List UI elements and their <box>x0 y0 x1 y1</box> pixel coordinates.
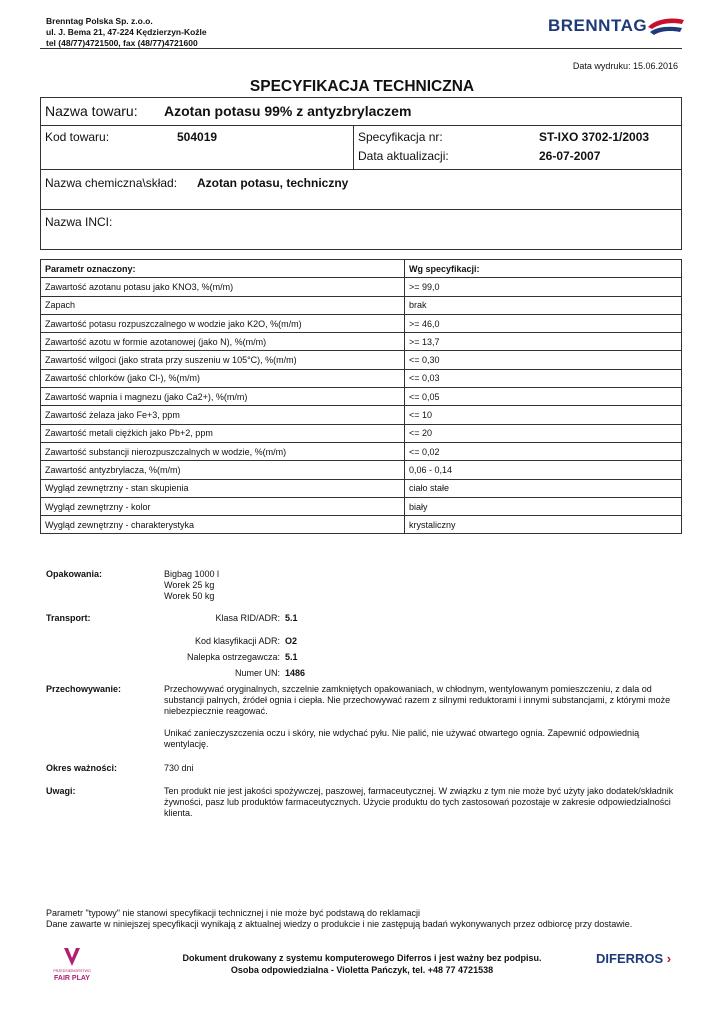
company-contact: tel (48/77)4721500, fax (48/77)4721600 <box>46 38 198 48</box>
product-name-value: Azotan potasu 99% z antyzbrylaczem <box>164 103 412 119</box>
footer-note-2: Dane zawarte w niniejszej specyfikacji wynikają z aktualnej wiedzy o produkcie i nie zastępują badań wykonywanych przez odbiorcę przy dostawie. <box>46 919 633 929</box>
spec-cell: ciało stałe <box>405 479 682 497</box>
table-row <box>41 424 682 442</box>
product-name-box <box>40 97 682 126</box>
warning-label-value: 5.1 <box>285 652 298 662</box>
table-row <box>41 369 682 387</box>
brenntag-logo <box>548 14 682 40</box>
packaging-item: Worek 25 kg <box>164 580 215 590</box>
chemical-name-box <box>40 169 682 210</box>
param-cell: Wygląd zewnętrzny - stan skupienia <box>41 479 405 497</box>
param-cell: Zawartość substancji nierozpuszczalnych w wodzie, %(m/m) <box>41 442 405 460</box>
fair-play-caption: PRZEDSIĘBIORSTWO <box>53 969 91 973</box>
parameters-table <box>40 259 682 534</box>
brenntag-logo-text: BRENNTAG <box>548 16 648 35</box>
param-cell: Zawartość żelaza jako Fe+3, ppm <box>41 406 405 424</box>
page-title: SPECYFIKACJA TECHNICZNA <box>249 78 475 95</box>
validity-value: 730 dni <box>164 763 194 773</box>
remarks-text: Ten produkt nie jest jakości spożywczej, paszowej, farmaceutycznej. W związku z tym nie może być użyty jako dodatek/składnik żywności, pasz lub produktów farmaceutycznych. Użycie produktu do tych zastosowań pozostaje w zakresie odpowiedzialności klienta. <box>164 786 674 818</box>
spec-cell: 0,06 - 0,14 <box>405 461 682 479</box>
table-row <box>41 442 682 460</box>
spec-cell: <= 20 <box>405 424 682 442</box>
footer-note-1: Parametr "typowy" nie stanowi specyfikacji technicznej i nie może być podstawą do reklamacji <box>46 908 421 918</box>
un-number-label: Numer UN: <box>234 668 280 678</box>
packaging-item: Worek 50 kg <box>164 591 215 601</box>
param-cell: Zawartość wapnia i magnezu (jako Ca2+), %(m/m) <box>41 388 405 406</box>
table-row <box>41 314 682 332</box>
table-row <box>41 278 682 296</box>
brenntag-swoosh-icon <box>646 16 686 38</box>
param-cell: Zawartość wilgoci (jako strata przy suszeniu w 105°C), %(m/m) <box>41 351 405 369</box>
company-name: Brenntag Polska Sp. z.o.o. <box>46 16 153 26</box>
param-cell: Zawartość azotanu potasu jako KNO3, %(m/m) <box>41 278 405 296</box>
spec-cell: <= 0,03 <box>405 369 682 387</box>
header-rule <box>40 48 682 49</box>
chemical-name-label: Nazwa chemiczna\skład: <box>45 176 178 190</box>
spec-cell: <= 10 <box>405 406 682 424</box>
spec-cell: <= 0,02 <box>405 442 682 460</box>
packaging-item: Bigbag 1000 l <box>164 569 220 579</box>
packaging-list <box>164 569 219 602</box>
spec-cell: biały <box>405 497 682 515</box>
param-cell: Zawartość azotu w formie azotanowej (jako N), %(m/m) <box>41 333 405 351</box>
product-code-box <box>40 125 682 170</box>
product-code-value: 504019 <box>177 130 218 144</box>
update-date-value: 26-07-2007 <box>539 149 601 163</box>
product-name-label: Nazwa towaru: <box>45 103 138 119</box>
diferros-logo-text: DIFERROS <box>596 951 664 966</box>
footer-statement-line-2: Osoba odpowiedzialna - Violetta Pańczyk, tel. +48 77 4721538 <box>230 965 494 975</box>
storage-label: Przechowywanie: <box>46 684 122 694</box>
table-row <box>41 351 682 369</box>
param-cell: Zawartość chlorków (jako Cl-), %(m/m) <box>41 369 405 387</box>
warning-label-label: Nalepka ostrzegawcza: <box>186 652 280 662</box>
un-number-value: 1486 <box>285 668 306 678</box>
inci-name-box <box>40 209 682 250</box>
spec-number-label: Specyfikacja nr: <box>358 130 443 144</box>
company-address: ul. J. Bema 21, 47-224 Kędzierzyn-Koźle <box>46 27 207 37</box>
spec-cell: <= 0,05 <box>405 388 682 406</box>
spec-cell: >= 46,0 <box>405 314 682 332</box>
remarks-label: Uwagi: <box>46 786 76 796</box>
param-cell: Zapach <box>41 296 405 314</box>
param-header: Parametr oznaczony: <box>41 260 405 278</box>
fair-play-text: FAIR PLAY <box>54 975 90 982</box>
param-cell: Zawartość metali ciężkich jako Pb+2, ppm <box>41 424 405 442</box>
table-row <box>41 333 682 351</box>
rid-class-value: 5.1 <box>285 613 298 623</box>
diferros-logo <box>596 951 671 966</box>
chemical-name-value: Azotan potasu, techniczny <box>197 176 349 190</box>
storage-text-1: Przechowywać oryginalnych, szczelnie zamkniętych opakowaniach, w chłodnym, wentylowanym pomieszczeniu, z dala od substancji palnych, źródeł ognia i ciepła. Nie przechowywać razem z silnymi reduktorami i innymi substancjami, z którymi może niebezpiecznie reagować. <box>164 684 671 716</box>
storage-text-2: Unikać zanieczyszczenia oczu i skóry, nie wdychać pyłu. Nie palić, nie używać otwartego ognia. Zapewnić odpowiednią wentylację. <box>164 728 640 749</box>
print-date: Data wydruku: 15.06.2016 <box>572 61 678 71</box>
company-info <box>46 16 207 49</box>
param-cell: Zawartość antyzbrylacza, %(m/m) <box>41 461 405 479</box>
table-row <box>41 461 682 479</box>
table-header-row <box>41 260 682 278</box>
spec-cell: <= 0,30 <box>405 351 682 369</box>
spec-cell: brak <box>405 296 682 314</box>
table-row <box>41 516 682 534</box>
table-row <box>41 296 682 314</box>
spec-number-value: ST-IXO 3702-1/2003 <box>539 130 650 144</box>
diferros-arrow-icon: › <box>663 951 672 966</box>
adr-code-label: Kod klasyfikacji ADR: <box>194 636 280 646</box>
table-row <box>41 497 682 515</box>
code-box-divider <box>353 126 354 169</box>
spec-header: Wg specyfikacji: <box>405 260 682 278</box>
param-cell: Zawartość potasu rozpuszczalnego w wodzie jako K2O, %(m/m) <box>41 314 405 332</box>
spec-cell: >= 13,7 <box>405 333 682 351</box>
update-date-label: Data aktualizacji: <box>358 149 449 163</box>
spec-cell: krystaliczny <box>405 516 682 534</box>
table-row <box>41 479 682 497</box>
product-code-label: Kod towaru: <box>45 130 110 144</box>
table-row <box>41 406 682 424</box>
footer-statement-line-1: Dokument drukowany z systemu komputerowego Diferros i jest ważny bez podpisu. <box>182 953 542 963</box>
footer-notes <box>46 908 666 930</box>
validity-label: Okres ważności: <box>46 763 118 773</box>
param-cell: Wygląd zewnętrzny - charakterystyka <box>41 516 405 534</box>
spec-cell: >= 99,0 <box>405 278 682 296</box>
inci-name-label: Nazwa INCI: <box>45 215 113 229</box>
table-row <box>41 388 682 406</box>
transport-label: Transport: <box>46 613 91 623</box>
packaging-label: Opakowania: <box>46 569 103 579</box>
rid-class-label: Klasa RID/ADR: <box>215 613 280 623</box>
adr-code-value: O2 <box>285 636 298 646</box>
param-cell: Wygląd zewnętrzny - kolor <box>41 497 405 515</box>
